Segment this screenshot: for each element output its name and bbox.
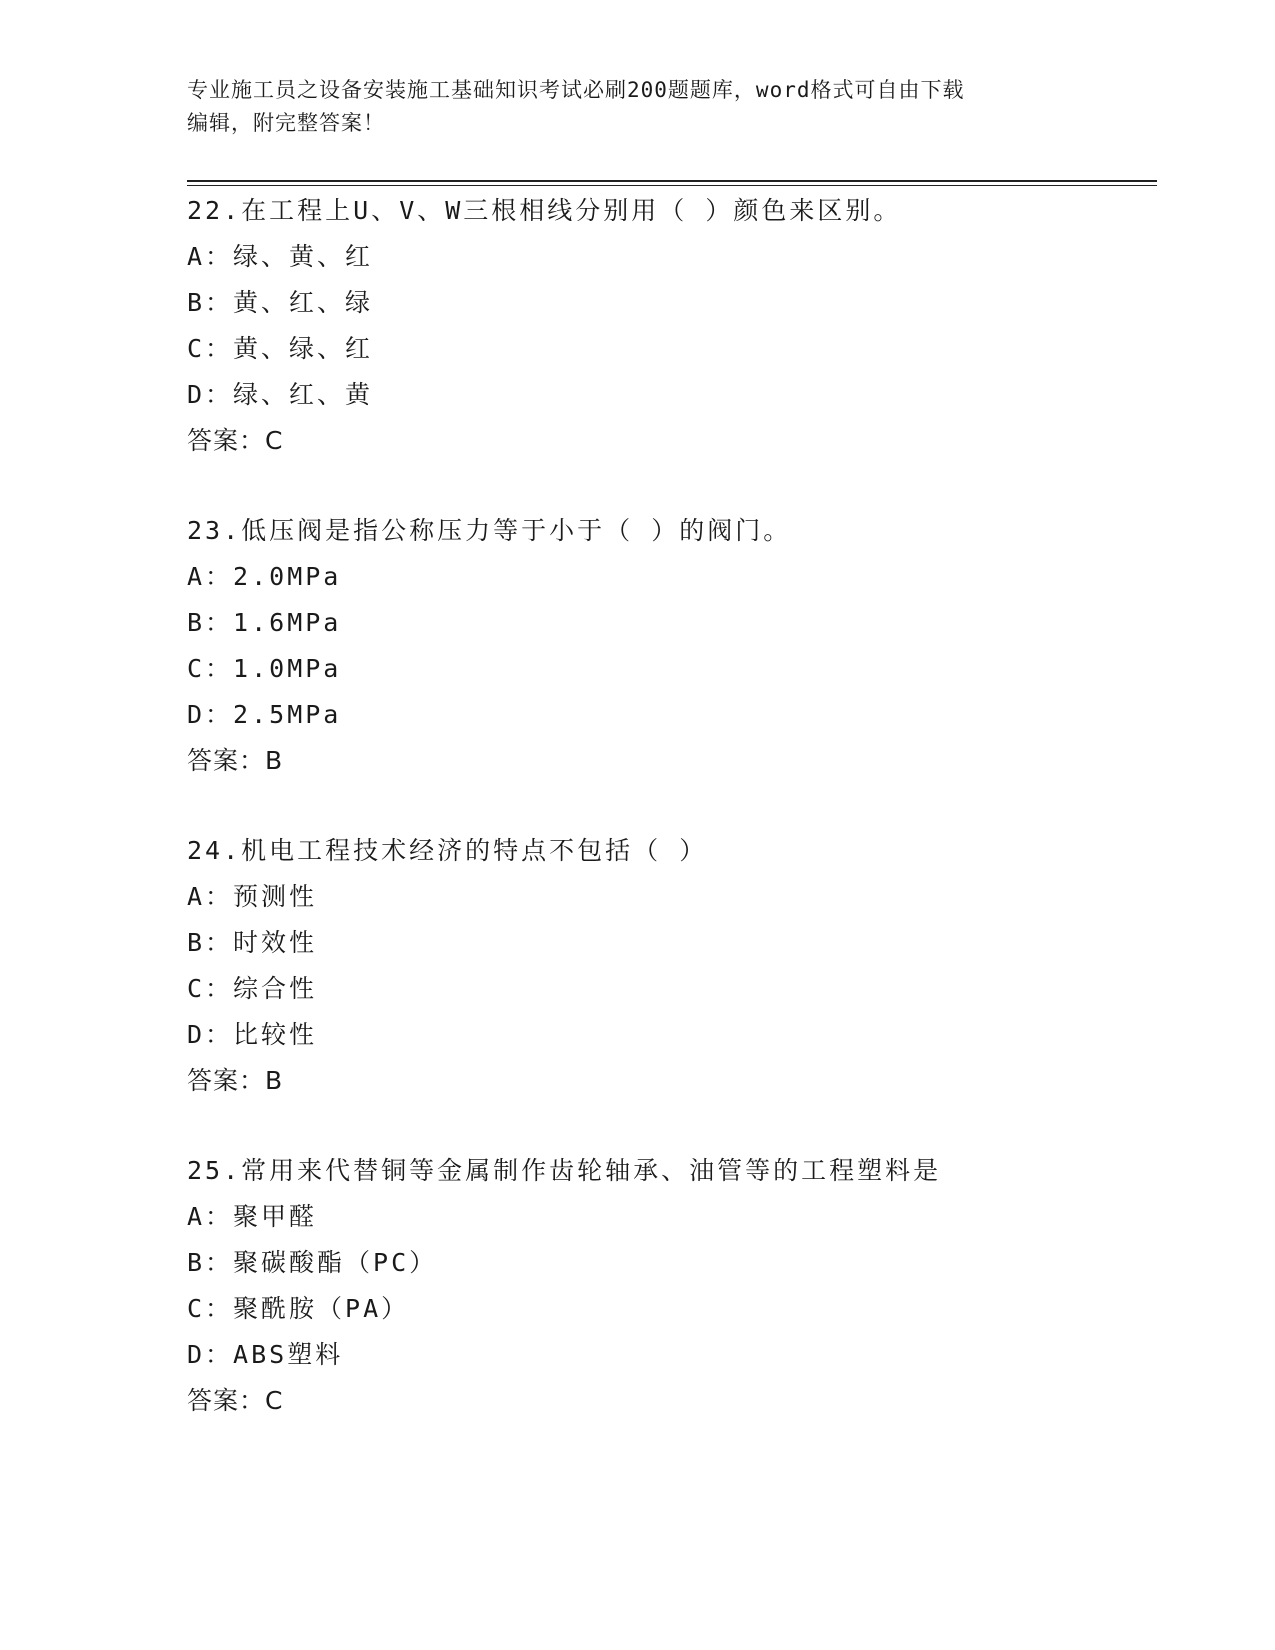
question-25 bbox=[187, 1148, 1147, 1424]
document-header bbox=[187, 74, 1087, 140]
header-divider-thick bbox=[187, 180, 1157, 182]
option-b: B：聚碳酸酯（PC） bbox=[187, 1248, 438, 1277]
question-stem: 22.在工程上U、V、W三根相线分别用（ ）颜色来区别。 bbox=[187, 196, 902, 225]
option-c: C：黄、绿、红 bbox=[187, 334, 374, 363]
question-24 bbox=[187, 828, 1147, 1104]
option-b: B：1.6MPa bbox=[187, 608, 342, 637]
option-b: B：黄、红、绿 bbox=[187, 288, 374, 317]
option-d: D：2.5MPa bbox=[187, 700, 342, 729]
question-stem: 25.常用来代替铜等金属制作齿轮轴承、油管等的工程塑料是 bbox=[187, 1156, 942, 1185]
answer: 答案：C bbox=[187, 1386, 284, 1415]
option-b: B：时效性 bbox=[187, 928, 318, 957]
option-c: C：聚酰胺（PA） bbox=[187, 1294, 410, 1323]
option-a: A：绿、黄、红 bbox=[187, 242, 374, 271]
option-d: D：比较性 bbox=[187, 1020, 318, 1049]
option-c: C：综合性 bbox=[187, 974, 318, 1003]
option-d: D：绿、红、黄 bbox=[187, 380, 374, 409]
header-divider-thin bbox=[187, 185, 1157, 186]
option-a: A：聚甲醛 bbox=[187, 1202, 318, 1231]
header-line-1: 专业施工员之设备安装施工基础知识考试必刷200题题库，word格式可自由下载 bbox=[187, 78, 965, 102]
answer: 答案：C bbox=[187, 426, 284, 455]
answer: 答案：B bbox=[187, 1066, 284, 1095]
option-a: A：2.0MPa bbox=[187, 562, 342, 591]
answer: 答案：B bbox=[187, 746, 284, 775]
question-stem: 23.低压阀是指公称压力等于小于（ ）的阀门。 bbox=[187, 516, 792, 545]
question-stem: 24.机电工程技术经济的特点不包括（ ） bbox=[187, 836, 708, 865]
option-d: D：ABS塑料 bbox=[187, 1340, 344, 1369]
option-c: C：1.0MPa bbox=[187, 654, 342, 683]
question-23 bbox=[187, 508, 1147, 784]
question-22 bbox=[187, 188, 1147, 464]
option-a: A：预测性 bbox=[187, 882, 318, 911]
header-line-2: 编辑，附完整答案！ bbox=[187, 111, 385, 135]
